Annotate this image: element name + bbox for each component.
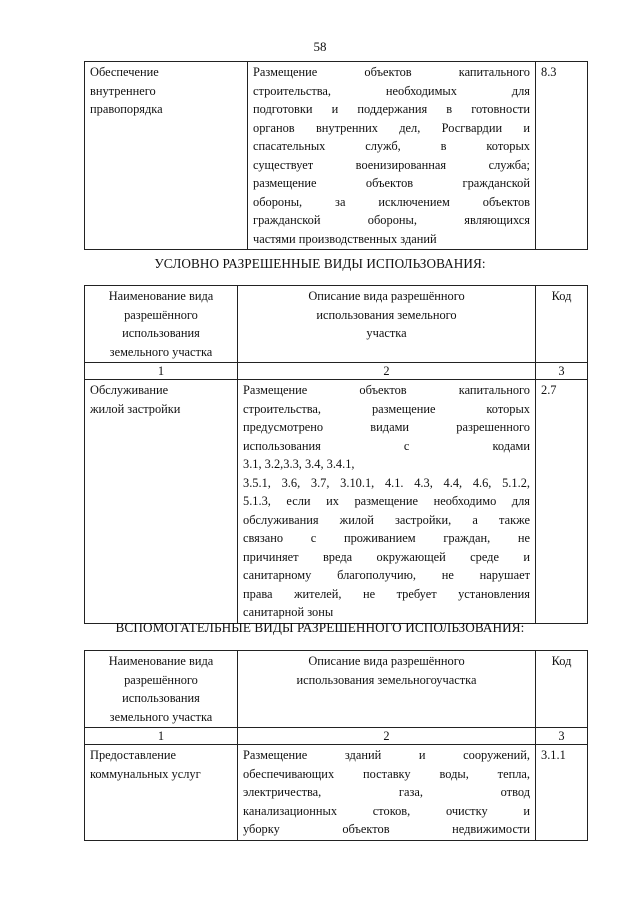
column-number: 3 xyxy=(536,363,588,380)
code-cell: 8.3 xyxy=(536,62,588,250)
name-line: жилой застройки xyxy=(90,401,181,416)
desc-line: строительства, необходимых для xyxy=(253,83,530,98)
table-number-row xyxy=(85,728,588,745)
column-number: 2 xyxy=(238,363,536,380)
desc-line: существует военизированная служба; xyxy=(253,157,530,172)
desc-line: 5.1.3, если их размещение необходимо для xyxy=(243,494,530,508)
desc-line: 3.5.1, 3.6, 3.7, 3.10.1, 4.1. 4.3, 4.4, 4.6, 5.1.2, xyxy=(243,475,530,490)
desc-line: права жителей, не требует установления xyxy=(243,586,530,601)
desc-line: 3.1, 3.2,3.3, 3.4, 3.4.1, xyxy=(243,457,355,471)
table-header-row xyxy=(85,286,588,363)
page-number: 58 xyxy=(313,39,327,54)
name-cell xyxy=(85,745,238,841)
desc-line: Размещение объектов капитального xyxy=(243,383,530,397)
header-name xyxy=(85,651,238,728)
header-code: Код xyxy=(536,651,588,728)
desc-line: строительства, размещение которых xyxy=(243,401,530,416)
table-row xyxy=(85,745,588,841)
desc-line: Размещение зданий и сооружений, xyxy=(243,748,530,762)
name-line: Обеспечение xyxy=(90,65,159,79)
header-description xyxy=(238,651,536,728)
desc-line: обеспечивающих поставку воды, тепла, xyxy=(243,766,530,781)
header-line: использования земельногоучастка xyxy=(296,672,477,687)
desc-line: связано с проживанием граждан, не xyxy=(243,531,530,545)
header-line: Наименование вида xyxy=(108,654,214,668)
header-line: Описание вида разрешённого xyxy=(308,289,465,303)
column-number: 1 xyxy=(85,363,238,380)
heading-conditional-uses: УСЛОВНО РАЗРЕШЕННЫЕ ВИДЫ ИСПОЛЬЗОВАНИЯ: xyxy=(154,256,486,271)
description-cell xyxy=(238,745,536,841)
desc-line: канализационных стоков, очистку и xyxy=(243,803,530,818)
header-line: разрешённого xyxy=(124,672,198,687)
header-line: Описание вида разрешённого xyxy=(308,654,465,668)
header-line: земельного участка xyxy=(109,709,213,724)
table-conditional-uses xyxy=(84,285,588,624)
desc-line: Размещение объектов капитального xyxy=(253,65,530,79)
desc-line: санитарному благополучию, не нарушает xyxy=(243,568,530,582)
header-code: Код xyxy=(536,286,588,363)
desc-line: предусмотрено видами разрешенного xyxy=(243,420,530,434)
column-number: 1 xyxy=(85,728,238,745)
description-cell xyxy=(248,62,536,250)
name-cell xyxy=(85,380,238,624)
header-line: Наименование вида xyxy=(108,289,214,303)
table-row xyxy=(85,62,588,250)
header-line: использования земельного xyxy=(316,307,457,322)
table-continued xyxy=(84,61,588,250)
header-line: земельного участка xyxy=(109,344,213,359)
table-auxiliary-uses xyxy=(84,650,588,841)
desc-line: обороны, за исключением объектов xyxy=(253,194,530,209)
desc-line: размещение объектов гражданской xyxy=(253,176,530,190)
desc-line: санитарной зоны xyxy=(243,605,334,619)
name-line: Обслуживание xyxy=(90,383,169,397)
desc-line: органов внутренних дел, Росгвардии и xyxy=(253,120,530,135)
name-line: Предоставление xyxy=(90,748,176,762)
table-row xyxy=(85,380,588,624)
column-number: 3 xyxy=(536,728,588,745)
desc-line: обслуживания жилой застройки, а также xyxy=(243,512,530,527)
code-cell: 3.1.1 xyxy=(536,745,588,841)
desc-line: подготовки и поддержания в готовности xyxy=(253,102,530,116)
header-line: использования xyxy=(122,691,200,705)
table-header-row xyxy=(85,651,588,728)
header-description xyxy=(238,286,536,363)
heading-auxiliary-uses: ВСПОМОГАТЕЛЬНЫЕ ВИДЫ РАЗРЕШЕННОГО ИСПОЛЬЗОВАНИЯ: xyxy=(115,620,525,635)
desc-line: гражданской обороны, являющихся xyxy=(253,213,530,227)
name-line: внутреннего xyxy=(90,83,156,98)
name-line: коммунальных услуг xyxy=(90,766,201,781)
header-line: участка xyxy=(366,326,407,340)
description-cell xyxy=(238,380,536,624)
header-line: разрешённого xyxy=(124,307,198,322)
desc-line: уборку объектов недвижимости xyxy=(243,822,530,836)
code-cell: 2.7 xyxy=(536,380,588,624)
table-number-row xyxy=(85,363,588,380)
desc-line: частями производственных зданий xyxy=(253,231,437,246)
header-name xyxy=(85,286,238,363)
name-line: правопорядка xyxy=(90,102,163,116)
desc-line: использования с кодами xyxy=(243,438,530,453)
desc-line: электричества, газа, отвод xyxy=(243,785,530,799)
column-number: 2 xyxy=(238,728,536,745)
desc-line: спасательных служб, в которых xyxy=(253,139,530,153)
desc-line: причиняет вреда окружающей среде и xyxy=(243,549,530,564)
header-line: использования xyxy=(122,326,200,340)
name-cell xyxy=(85,62,248,250)
